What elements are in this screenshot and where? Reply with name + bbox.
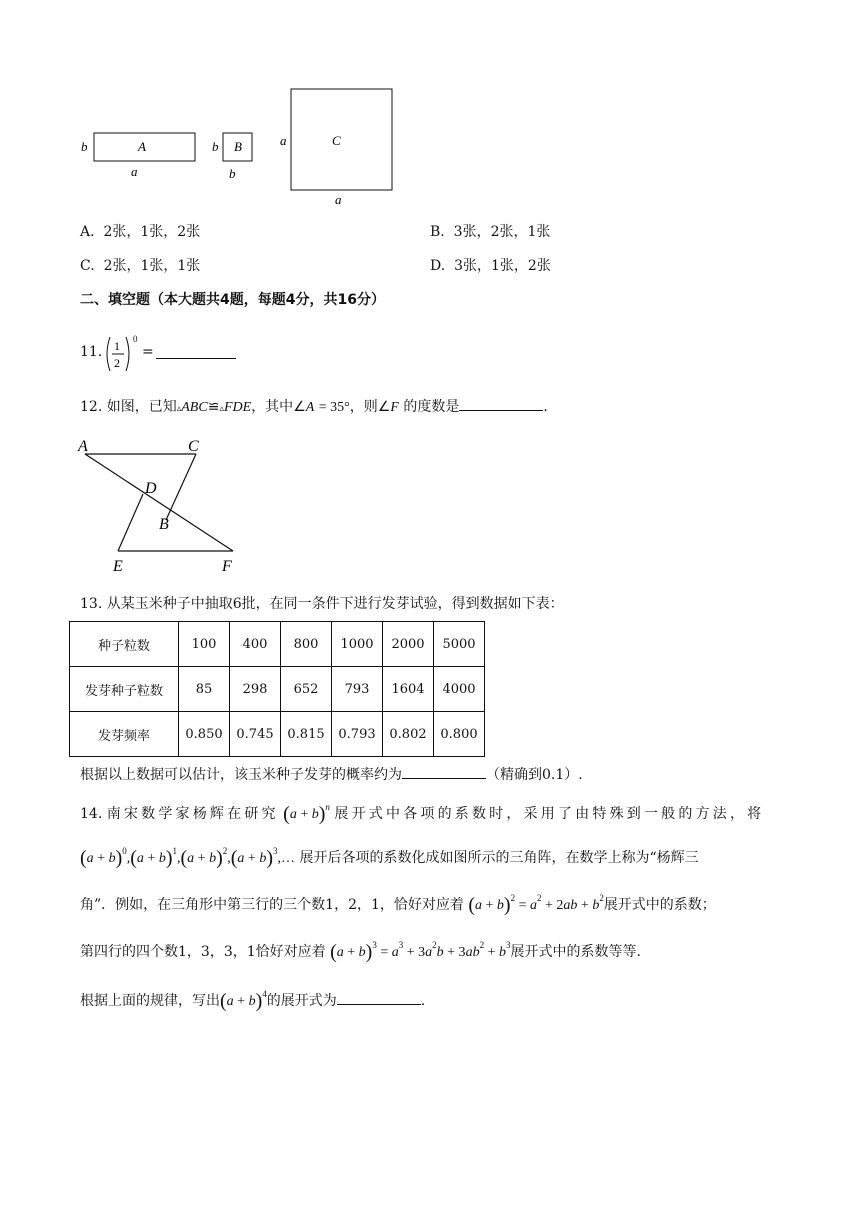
rect-c-label: C (332, 133, 341, 148)
q14-end: . (420, 993, 426, 1009)
q14-expr-n: $(a + b)^n$ (283, 802, 330, 825)
triangle-figure (70, 432, 250, 580)
option-d-letter: D. (430, 258, 446, 274)
rect-a-label: A (138, 139, 146, 154)
q14-l5b: 的展开式为 (266, 993, 337, 1009)
option-c-text: 2张，1张，1张 (103, 258, 201, 274)
q11-exponent: 0 (133, 334, 138, 344)
rect-b-label: B (234, 139, 242, 154)
option-a[interactable] (80, 222, 200, 242)
row-header: 种子粒数 (70, 622, 179, 667)
table-row (70, 622, 485, 667)
q14-expr-cube: $(a + b)^3 = a^3 + 3a^2b + 3ab^2 + b^3$ (330, 940, 511, 963)
q12-answer-blank[interactable] (459, 396, 543, 411)
germination-table (69, 621, 485, 757)
q14-expr-square: $(a + b)^2 = a^2 + 2ab + b^2$ (468, 893, 604, 916)
q12-end: . (543, 399, 548, 415)
point-d-label: D (145, 480, 157, 497)
rect-b-side-left: b (212, 139, 219, 154)
segment-af (85, 454, 233, 551)
q14-expr-list: $(a + b)^0,(a + b)^1,(a + b)^2,(a$ + $b)^3,\dots$ (80, 846, 295, 869)
option-b-letter: B. (430, 224, 445, 240)
q11-answer-blank[interactable] (156, 344, 236, 359)
q13-after-text: 根据以上数据可以估计，该玉米种子发芽的概率约为 (80, 767, 402, 783)
segment-de (118, 494, 143, 551)
option-c-letter: C. (80, 258, 95, 274)
point-e-label: E (113, 558, 123, 575)
table-cell: 0.745 (230, 712, 281, 757)
table-cell: 793 (332, 667, 383, 712)
q14-line-4 (80, 942, 641, 963)
option-b[interactable] (430, 222, 550, 242)
point-a-label: A (78, 438, 88, 455)
point-c-label: C (188, 438, 199, 455)
q12-text-1: 如图，已知 (106, 399, 177, 415)
table-cell: 0.800 (434, 712, 485, 757)
q11-denominator: 2 (114, 356, 120, 370)
q11-fraction (102, 334, 134, 374)
q12-triangle-abc: ABC (181, 400, 208, 415)
table-cell: 298 (230, 667, 281, 712)
question-12: 12. 如图，已知▵ABC≌▵FDE，其中∠A = 35°，则∠F 的度数是 . (80, 396, 548, 418)
q14-number: 14. (80, 806, 103, 822)
option-a-letter: A. (80, 224, 95, 240)
rect-c-side-left: a (280, 133, 287, 148)
q14-line-1 (80, 804, 764, 825)
q12-congruent: ≌ (207, 399, 220, 415)
rect-b-side-bottom: b (229, 166, 236, 181)
q12-number: 12. (80, 399, 103, 415)
rect-c-side-bottom: a (335, 192, 342, 207)
section-title: 二、填空题（本大题共4题，每题4分，共16分） (80, 292, 385, 308)
q12-angle-a: A (305, 400, 315, 415)
table-row (70, 667, 485, 712)
q12-text-2: ，其中 (251, 399, 294, 415)
table-cell: 0.815 (281, 712, 332, 757)
option-d[interactable] (430, 256, 551, 276)
q11-numerator: 1 (114, 339, 120, 353)
q14-l3b: 展开式中的系数； (603, 897, 716, 913)
table-cell: 0.850 (179, 712, 230, 757)
table-cell: 0.793 (332, 712, 383, 757)
table-cell: 2000 (383, 622, 434, 667)
q14-l2b: 展开后各项的系数化成如图所示的三角阵，在数学上称为“杨辉三 (299, 850, 699, 866)
q11-number: 11. (80, 344, 103, 360)
rect-c (291, 89, 392, 190)
row-header: 发芽频率 (70, 712, 179, 757)
segment-cb (166, 454, 196, 520)
q11-equals: = (142, 344, 154, 360)
q14-line-3 (80, 895, 716, 916)
q12-text-4: 的度数是 (403, 399, 460, 415)
q14-l5a: 根据上面的规律，写出 (80, 993, 220, 1009)
question-13 (80, 594, 564, 614)
q14-answer-blank[interactable] (337, 990, 421, 1005)
q14-line-2 (80, 848, 699, 869)
table-cell: 800 (281, 622, 332, 667)
option-b-text: 3张，2张，1张 (453, 224, 551, 240)
q14-l3a: 角”．例如，在三角形中第三行的三个数1，2，1，恰好对应着 (80, 897, 464, 913)
rectangles-figure (76, 84, 406, 212)
table-cell: 1604 (383, 667, 434, 712)
q14-l4b: 展开式中的系数等等. (510, 944, 641, 960)
table-row (70, 712, 485, 757)
q14-l1a: 南宋数学家杨辉在研究 (106, 806, 279, 822)
q12-text-3: ，则 (349, 399, 378, 415)
rect-a-side-b: b (81, 139, 88, 154)
option-d-text: 3张，1张，2张 (454, 258, 551, 274)
point-b-label: B (159, 516, 169, 533)
q13-number: 13. (80, 596, 103, 612)
q12-angle-f: F (390, 400, 399, 415)
q14-expr-fourth: $(a + b)^4$ (220, 989, 267, 1012)
point-f-label: F (222, 558, 232, 575)
q13-conclusion (80, 764, 583, 785)
table-cell: 400 (230, 622, 281, 667)
q14-l4a: 第四行的四个数1，3，3，1恰好对应着 (80, 944, 326, 960)
table-cell: 100 (179, 622, 230, 667)
rect-a-side-a: a (131, 164, 138, 179)
q13-text: 从某玉米种子中抽取6批，在同一条件下进行发芽试验，得到数据如下表： (106, 596, 564, 612)
table-cell: 0.802 (383, 712, 434, 757)
row-header: 发芽种子粒数 (70, 667, 179, 712)
q12-equals: = 35° (318, 400, 350, 415)
q13-answer-blank[interactable] (402, 764, 486, 779)
table-cell: 1000 (332, 622, 383, 667)
table-cell: 4000 (434, 667, 485, 712)
table-cell: 652 (281, 667, 332, 712)
table-cell: 85 (179, 667, 230, 712)
q12-triangle-fde: FDE (223, 400, 252, 415)
option-a-text: 2张，1张，2张 (103, 224, 201, 240)
table-cell: 5000 (434, 622, 485, 667)
q14-l1b: 展开式中各项的系数时，采用了由特殊到一般的方法，将 (334, 806, 765, 822)
option-c[interactable] (80, 256, 200, 276)
q14-line-5 (80, 990, 425, 1012)
q13-after-end: （精确到0.1）. (486, 767, 583, 783)
